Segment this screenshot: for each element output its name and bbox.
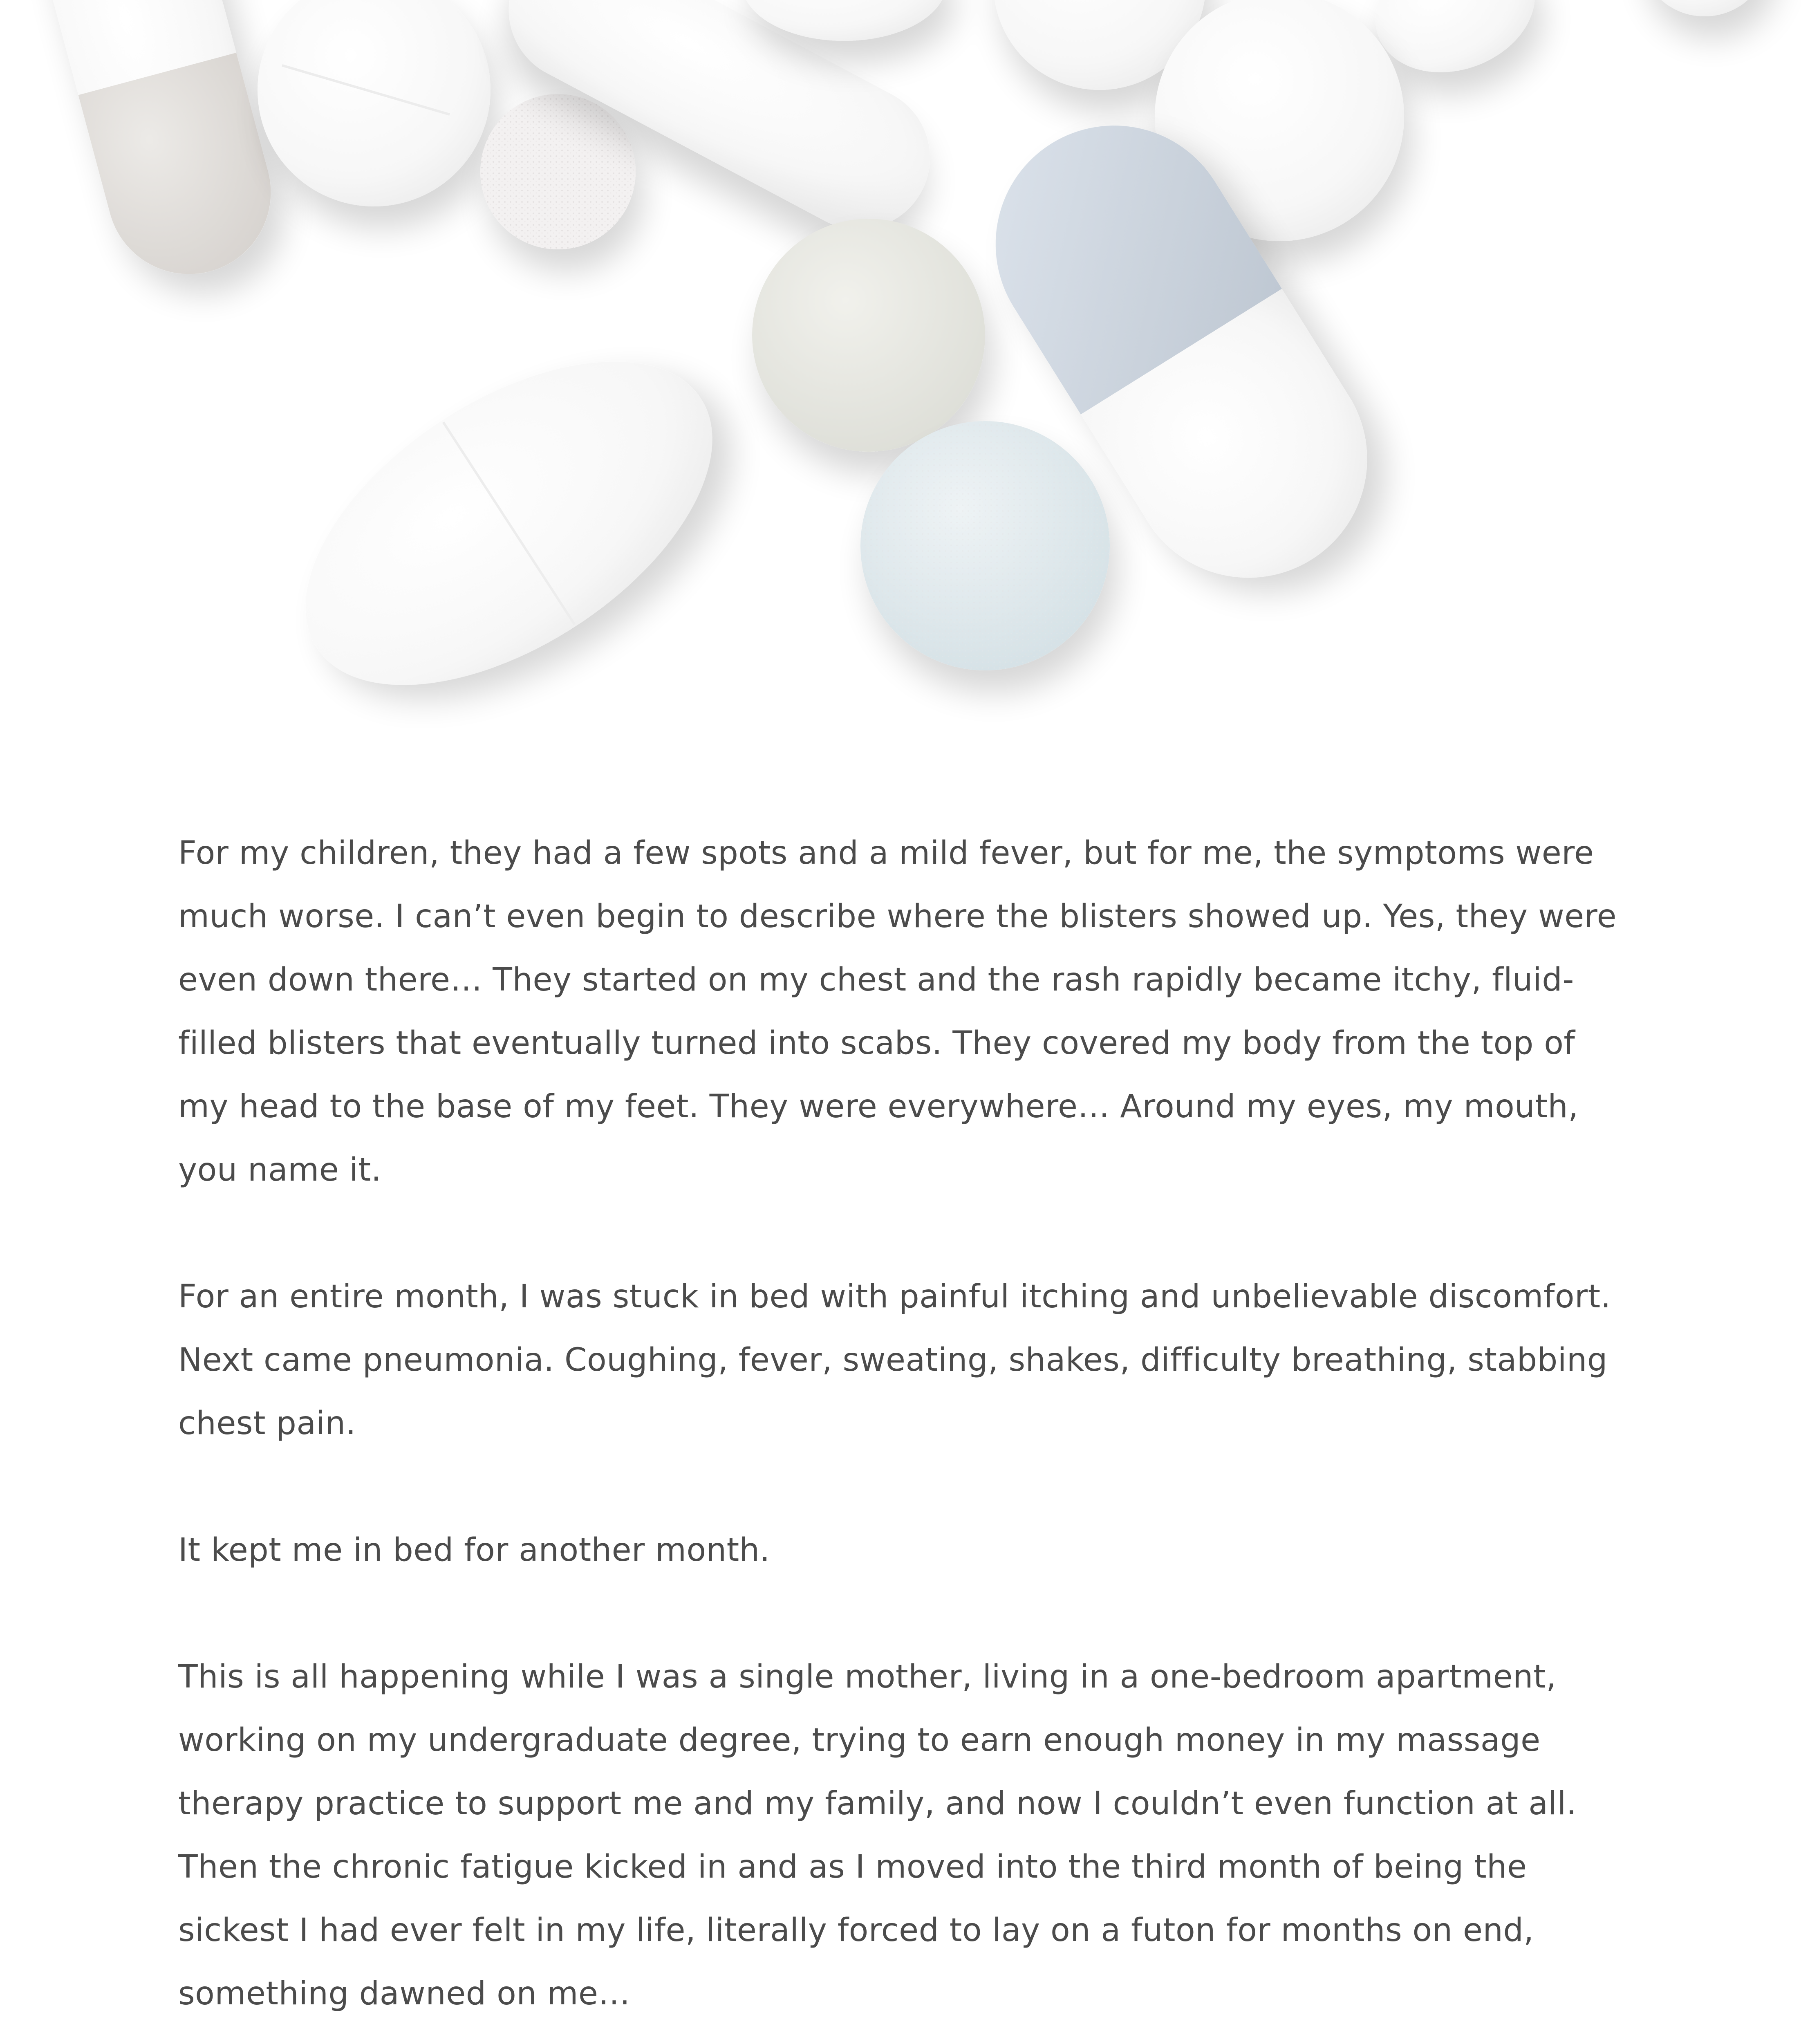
pills-hero-image xyxy=(0,0,1801,797)
article-paragraph-3: It kept me in bed for another month. xyxy=(178,1532,770,1569)
pills-photo-icon xyxy=(0,0,1801,797)
article-body xyxy=(178,822,1633,2044)
article-paragraph-4: This is all happening while I was a single mother, living in a one-bedroom apartment, working on my undergraduate degree, trying to earn enough money in my massage therapy practice to support me and my family, and now I couldn’t even function at all. Then the chronic fatigue kicked in and as I moved into the third month of being the sickest I had ever felt in my life, literally forced to lay on a futon for months on end, something dawned on me… xyxy=(178,1659,1577,2012)
article-paragraph-1: For my children, they had a few spots and a mild fever, but for me, the symptoms were much worse. I can’t even begin to describe where the blisters showed up. Yes, they were even down there… They started on my chest and the rash rapidly became itchy, fluid-filled blisters that eventually turned into scabs. They covered my body from the top of my head to the base of my feet. They were everywhere… Around my eyes, my mouth, you name it. xyxy=(178,835,1617,1188)
article-paragraph-2: For an entire month, I was stuck in bed with painful itching and unbelievable discomfort. Next came pneumonia. Coughing, fever, sweating, shakes, difficulty breathing, stabbing chest pain. xyxy=(178,1278,1611,1442)
